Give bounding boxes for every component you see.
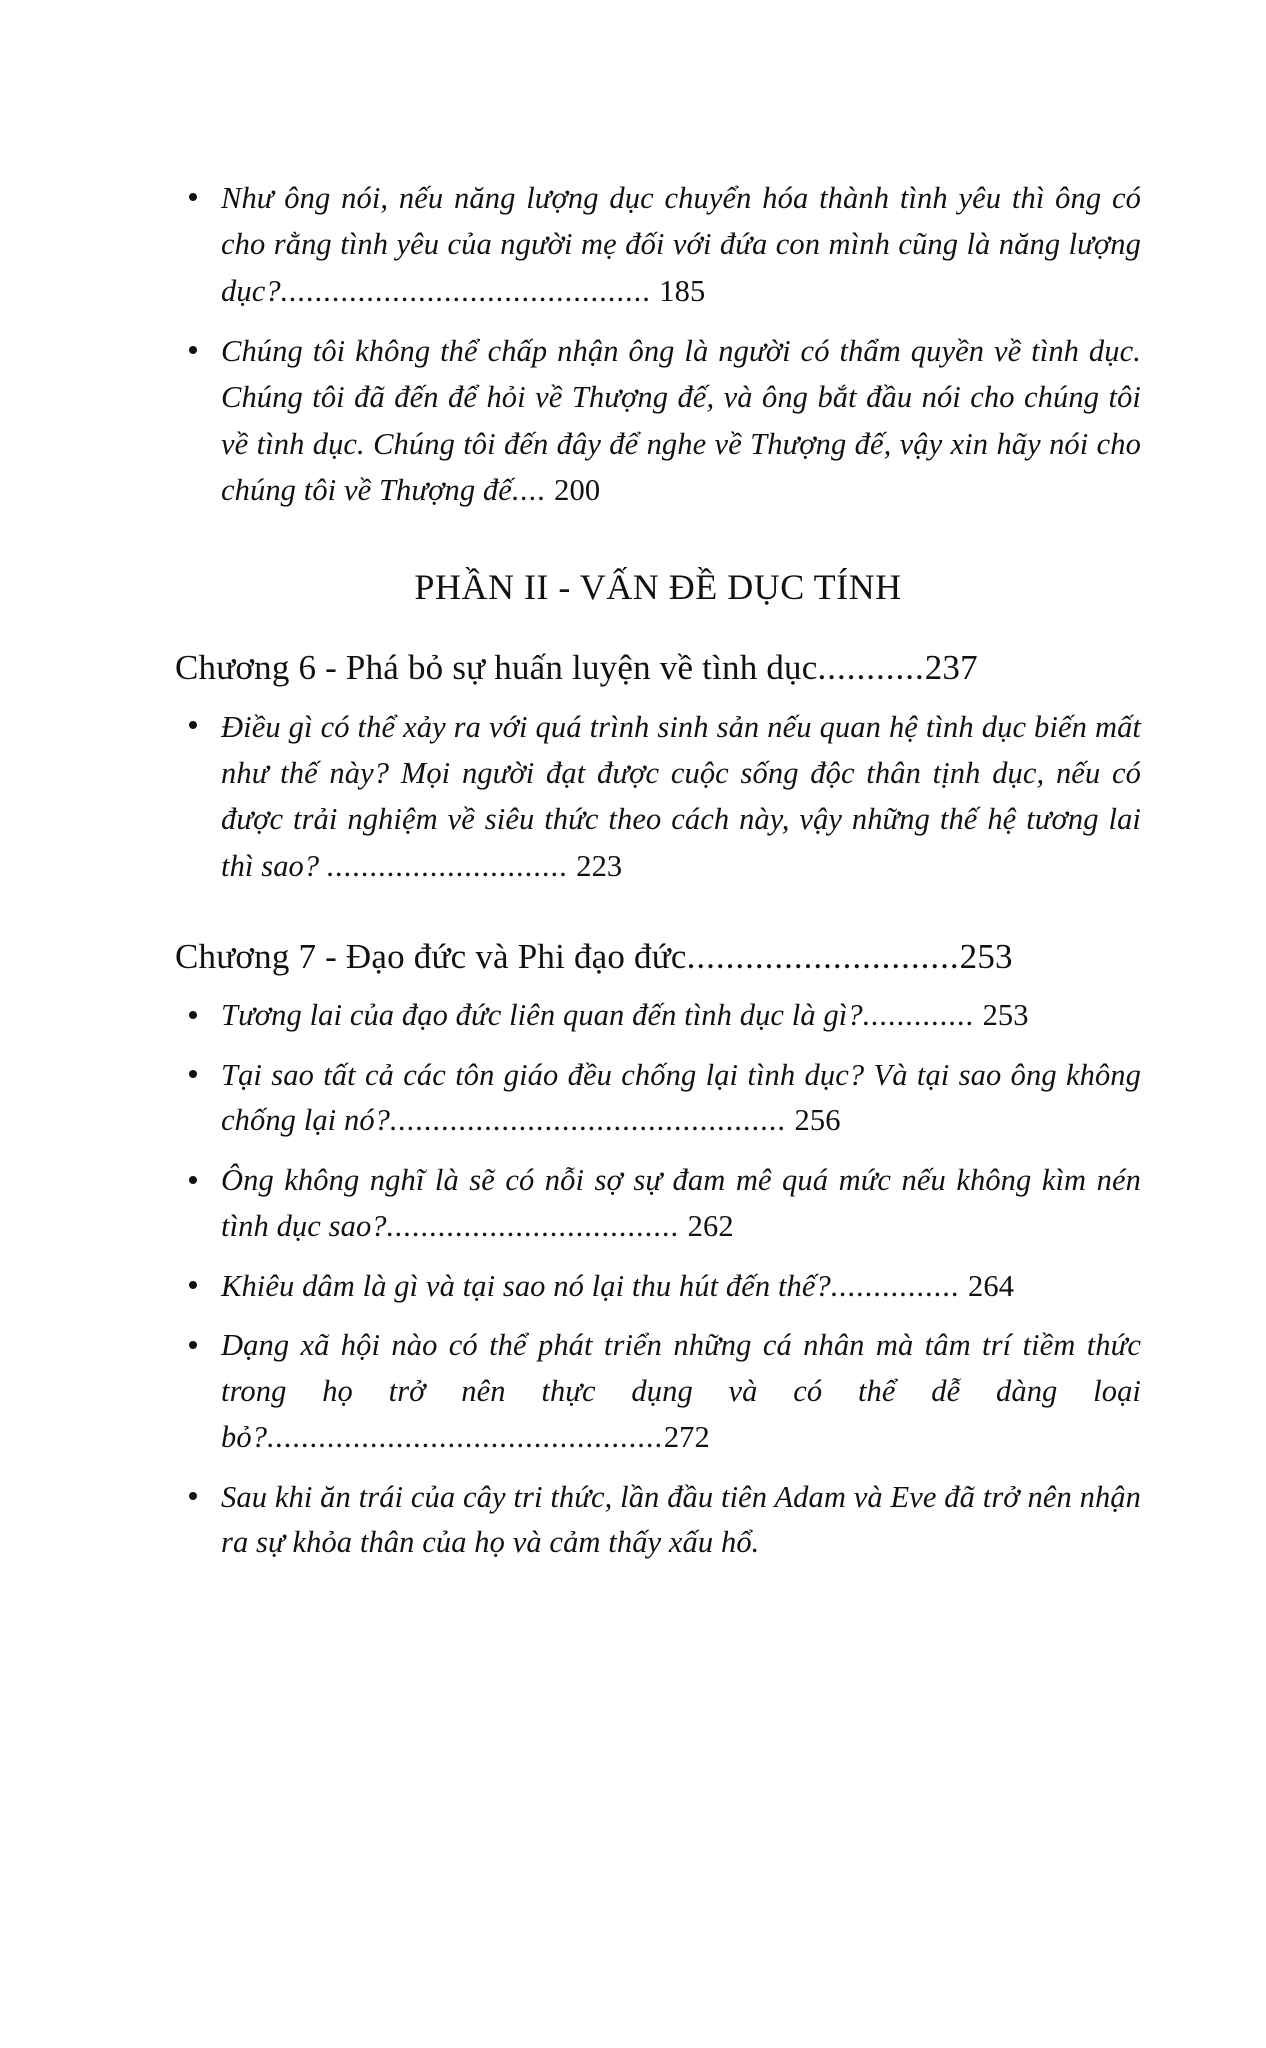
toc-entry[interactable] xyxy=(175,1264,1141,1310)
toc-page-number: 223 xyxy=(576,848,623,883)
toc-page-number: 272 xyxy=(663,1419,710,1454)
toc-entry[interactable] xyxy=(175,704,1141,889)
toc-entry-text: Khiêu dâm là gì và tại sao nó lại thu hút đến thế? xyxy=(221,1268,831,1303)
toc-leader-dots: .............................................. xyxy=(267,1419,664,1454)
bullet-icon xyxy=(189,1281,197,1289)
toc-entry-text: Điều gì có thể xảy ra với quá trình sinh sản nếu quan hệ tình dục biến mất như thế này? Mọi người đạt được cuộc sống độc thân tịnh dục, nếu có được trải nghiệm về siêu thức theo cách này, vậy những thế hệ tương lai thì sao? xyxy=(221,709,1141,883)
toc-entry-text: Như ông nói, nếu năng lượng dục chuyển hóa thành tình yêu thì ông có cho rằng tình yêu của người mẹ đối với đứa con mình cũng là năng lượng dục? xyxy=(221,181,1141,308)
toc-leader-dots: ............... xyxy=(830,1268,961,1303)
chapter-title: Chương 7 - Đạo đức và Phi đạo đức xyxy=(175,936,687,976)
toc-entry-text: Tại sao tất cả các tôn giáo đều chống lại tình dục? Và tại sao ông không chống lại nó? xyxy=(221,1057,1141,1138)
bullet-icon xyxy=(189,1011,197,1019)
toc-page-number: 264 xyxy=(968,1268,1015,1303)
toc-entry-text: Chúng tôi không thể chấp nhận ông là người có thẩm quyền về tình dục. Chúng tôi đã đến để hỏi về Thượng đế, và ông bắt đầu nói cho chúng tôi về tình dục. Chúng tôi đến đây để nghe về Thượng đế, vậy xin hãy nói cho chúng tôi về Thượng đế xyxy=(221,334,1141,508)
toc-page-number: 262 xyxy=(687,1208,734,1243)
toc-leader-dots: .... xyxy=(511,473,547,508)
toc-entry[interactable] xyxy=(175,1323,1141,1460)
toc-entry[interactable] xyxy=(175,175,1141,314)
bullet-icon xyxy=(189,346,197,354)
toc-entry-text: Ông không nghĩ là sẽ có nỗi sợ sự đam mê quá mức nếu không kìm nén tình dục sao? xyxy=(221,1163,1141,1243)
bullet-icon xyxy=(189,1492,197,1500)
toc-page-number: 200 xyxy=(554,473,601,508)
toc-entry[interactable] xyxy=(175,1053,1141,1145)
chapter-heading[interactable] xyxy=(175,648,1141,688)
toc-entry[interactable] xyxy=(175,993,1141,1039)
toc-leader-dots: .............................................. xyxy=(390,1103,787,1138)
toc-page-number: 256 xyxy=(794,1103,841,1138)
toc-page-number: 253 xyxy=(982,997,1029,1032)
toc-leader-dots: ........... xyxy=(817,647,925,687)
toc-leader-dots: .................................. xyxy=(386,1208,680,1243)
chapter-page-number: 253 xyxy=(959,936,1013,976)
bullet-icon xyxy=(189,1341,197,1349)
toc-entry[interactable] xyxy=(175,1158,1141,1250)
spacer xyxy=(175,903,1141,937)
bullet-icon xyxy=(189,721,197,729)
toc-leader-dots: ............................ xyxy=(686,936,960,976)
bullet-icon xyxy=(189,1176,197,1184)
bullet-icon xyxy=(189,1070,197,1078)
bullet-icon xyxy=(189,193,197,201)
toc-leader-dots: ............. xyxy=(862,997,975,1032)
chapter-heading[interactable] xyxy=(175,937,1141,977)
toc-page-number: 185 xyxy=(659,273,706,308)
toc-entry-text: Sau khi ăn trái của cây tri thức, lần đầu tiên Adam và Eve đã trở nên nhận ra sự khỏa thân của họ và cảm thấy xấu hổ. xyxy=(221,1479,1141,1560)
toc-leader-dots: ............................ xyxy=(326,848,569,883)
toc-entry[interactable] xyxy=(175,1475,1141,1567)
chapter-page-number: 237 xyxy=(924,647,978,687)
toc-entry[interactable] xyxy=(175,328,1141,513)
toc-entry-text: Tương lai của đạo đức liên quan đến tình dục là gì? xyxy=(221,997,863,1032)
part-heading: PHẦN II - VẤN ĐỀ DỤC TÍNH xyxy=(414,566,902,607)
toc-entry-text: Dạng xã hội nào có thể phát triển những cá nhân mà tâm trí tiềm thức trong họ trở nên thực dụng và có thể dễ dàng loại bỏ? xyxy=(221,1328,1141,1454)
toc-leader-dots: ........................................... xyxy=(280,273,652,308)
chapter-title: Chương 6 - Phá bỏ sự huấn luyện về tình dục xyxy=(175,647,818,687)
